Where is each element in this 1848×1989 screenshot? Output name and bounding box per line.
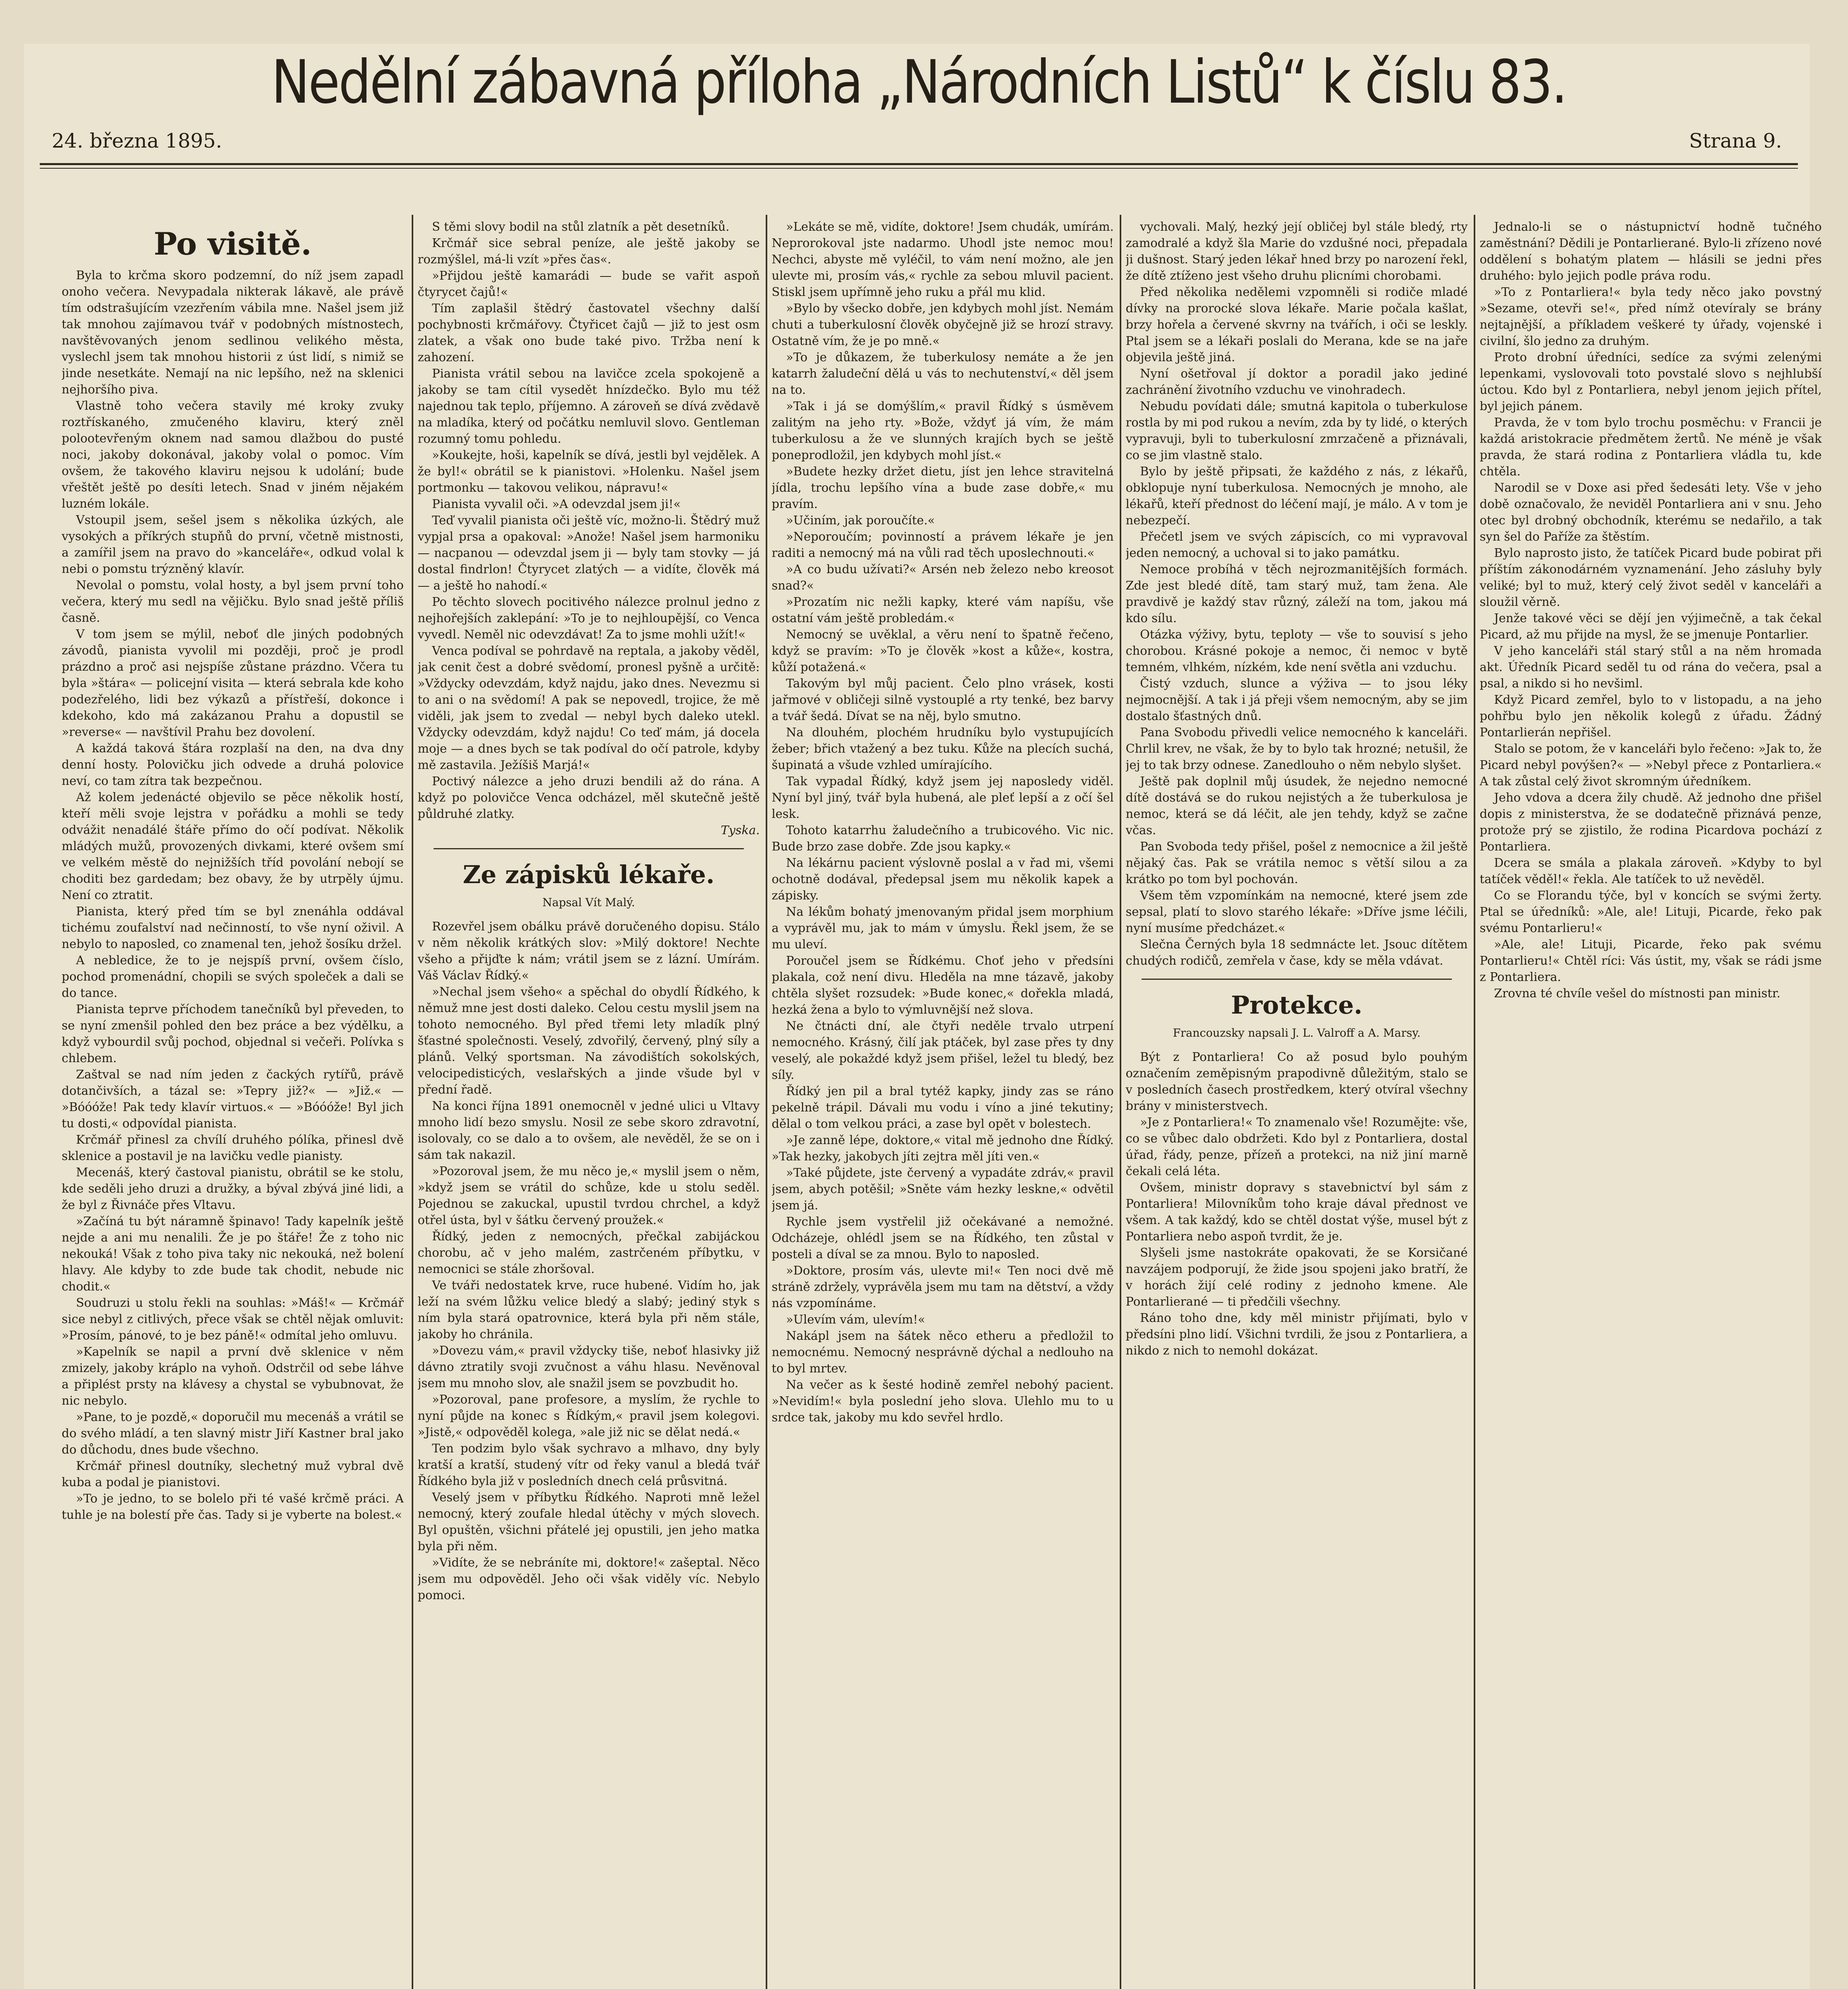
article-paragraph: Veselý jsem v příbytku Řídkého. Naproti mně ležel nemocný, který zoufale hledal útěchy v mých slovech. Byl opuštěn, všichni přátelé jej opustili, jen jeho matka byla při něm. — [418, 1491, 760, 1553]
column-divider — [766, 215, 767, 1989]
article-paragraph: V tom jsem se mýlil, neboť dle jiných podobných závodů, pianista vyvolil mi později, proč je prodl prázdno a proč asi nejspíše zůstane prázdno. Včera tu byla »štára« — policejní visita — která sebrala kde koho podezřelého, lidi bez výkazů a přístřeší, dokonce i kdekoho, kdo má zakázanou Prahu a dopustil se »reverse« — navštívil Prahu bez dovolení. — [62, 627, 404, 739]
story-title-protekce: Protekce. — [1231, 991, 1363, 1020]
column-divider — [1120, 215, 1121, 1989]
article-paragraph: Slečna Černých byla 18 sedmnácte let. Jsouc dítětem chudých rodičů, zemřela v čase, kdy se měla vdávat. — [1126, 938, 1468, 968]
article-paragraph: Stalo se potom, že v kanceláři bylo řečeno: »Jak to, že Picard nebyl povýšen?« — »Nebyl přece z Pontarliera.« A tak zůstal celý život skromným úředníkem. — [1480, 742, 1822, 788]
page-number: Strana 9. — [1689, 129, 1782, 152]
masthead — [40, 44, 1798, 163]
article-paragraph: Rozevřel jsem obálku právě doručeného dopisu. Stálo v něm několik krátkých slov: »Milý doktore! Nechte všeho a přijďte k nám; vrátil jsem se z lázní. Umírám. Váš Václav Řídký.« — [418, 920, 760, 983]
article-paragraph: »Vidíte, že se nebráníte mi, doktore!« zašeptal. Něco jsem mu odpověděl. Jeho oči však viděly víc. Nebylo pomoci. — [418, 1556, 760, 1602]
article-paragraph: Pianista, který před tím se byl znenáhla oddával tichému zoufalství nad nečinností, to vše nyní oživil. A nebylo to naposled, co znamenal ten, jehož šosíku držel. — [62, 905, 404, 951]
article-paragraph: Nemoce probíhá v těch nejrozmanitějších formách. Zde jest bledé dítě, tam starý muž, tam žena. Ale pravdivě je každý stav různý, záleží na tom, jakou má kdo sílu. — [1126, 562, 1468, 625]
story-po-visite-continuation — [418, 219, 760, 822]
article-paragraph: »Přijdou ještě kamarádi — bude se vařit aspoň čtyrycet čajů!« — [418, 269, 760, 299]
article-paragraph: Tak vypadal Řídký, když jsem jej naposledy viděl. Nyní byl jiný, tvář byla hubená, ale pleť lepší a z očí šel lesk. — [772, 775, 1114, 821]
article-paragraph: Dcera se smála a plakala zároveň. »Kdyby to byl tatíček věděl!« řekla. Ale tatíček to už nevěděl. — [1480, 856, 1822, 886]
article-paragraph: Rychle jsem vystřelil již očekávané a nemožné. Odcházeje, ohlédl jsem se na Řídkého, ten zůstal v posteli a díval se za mnou. Bylo to naposled. — [772, 1215, 1114, 1261]
article-paragraph: Krčmář přinesl za chvílí druhého pólíka, přinesl dvě sklenice a postavil je na lavičku vedle pianisty. — [62, 1133, 404, 1163]
article-paragraph: V jeho kanceláři stál starý stůl a na něm hromada akt. Úředník Picard seděl tu od rána do večera, psal a psal, a nikdo si ho nevšiml. — [1480, 644, 1822, 691]
article-paragraph: Po těchto slovech pocitivého nálezce prolnul jedno z nejhořejších zaklepání: »To je to nejhloupější, co Venca vyvedl. Neměl nic odevzdávat! Za to jsme mohli užít!« — [418, 595, 760, 642]
article-paragraph: Bylo by ještě připsati, že každého z nás, z lékařů, obklopuje nyní tuberkulosa. Nemocných je mnoho, ale lékařů, kteří přednost do léčení mají, je málo. A v tom je nebezpečí. — [1126, 465, 1468, 527]
article-paragraph: A nebledice, že to je nejspíš první, ovšem číslo, pochod promenádní, chopili se svých společek a dali se do tance. — [62, 954, 404, 1000]
article-paragraph: »Je zanně lépe, doktore,« vital mě jednoho dne Řídký. »Tak hezky, jakobych jíti zejtra měl jíti ven.« — [772, 1133, 1114, 1164]
article-paragraph: Na lékům bohatý jmenovaným přidal jsem morphium a vyprávěl mu, jak to mám v úmyslu. Řekl jsem, že se mu uleví. — [772, 905, 1114, 952]
masthead-rule-top — [40, 163, 1798, 165]
article-paragraph: Čistý vzduch, slunce a výživa — to jsou léky nejmocnější. A tak i já přeji všem nemocným, aby se jim dostalo šťastných dnů. — [1126, 677, 1468, 723]
story-byline: Napsal Vít Malý. — [542, 896, 635, 909]
article-paragraph: »Lekáte se mě, vidíte, doktore! Jsem chudák, umírám. Neprorokoval jste nadarmo. Uhodl jste nemoc mou! Nechci, abyste mě vyléčil, to vám není možno, ale jen ulevte mi, prosím vás,« rychle za sebou mluvil pacient. Stiskl jsem upřímně jeho ruku a přál mu klid. — [772, 220, 1114, 299]
article-paragraph: »Dovezu vám,« pravil vždycky tiše, neboť hlasivky již dávno ztratily svoji zvučnost a váhu hlasu. Nevěnoval jsem mu mnoho slov, ale snažil jsem se povzbudit ho. — [418, 1344, 760, 1390]
article-paragraph: Co se Florandu týče, byl v koncích se svými žerty. Ptal se úředníků: »Ale, ale! Lituji, Picarde, řeko pak svému Pontarlieru!« — [1480, 889, 1822, 935]
article-paragraph: »Kapelník se napil a první dvě sklenice v něm zmizely, jakoby kráplo na vyhoň. Odstrčil od sebe láhve a připlést prsty na klávesy a chystal se vybubnovat, že nic nebylo. — [62, 1345, 404, 1408]
column-3 — [772, 219, 1114, 1989]
article-paragraph: Pana Svobodu přivedli velice nemocného k kanceláři. Chrlil krev, ne však, že by to bylo tak hrozné; netušil, že jej to tak brzy odnese. Zanedlouho o něm nebylo slyšet. — [1126, 726, 1468, 772]
article-paragraph: Bylo naprosto jisto, že tatíček Picard bude pobirat při příštím zákonodárném vyznamenání. Jeho zásluhy byly veliké; byl to muž, který celý život seděl v kanceláři a sloužil věrně. — [1480, 546, 1822, 609]
article-paragraph: »Nechal jsem všeho« a spěchal do obydlí Řídkého, k němuž mne jest dosti daleko. Celou cestu myslil jsem na tohoto nemocného. Byl před třemi lety mladík plný šťastné společnosti. Veselý, zdvořilý, červený, plný síly a plánů. Velký sportsman. Na závodištích sokolských, velocipedisticých, veslařských a jinde všude byl v přední řadě. — [418, 985, 760, 1097]
article-paragraph: Na dlouhém, plochém hrudníku bylo vystupujících žeber; břich vtažený a bez tuku. Kůže na plecích suchá, šupinatá a všude vzhled umírajícího. — [772, 726, 1114, 772]
article-paragraph: Krčmář přinesl doutníky, slechetný muž vybral dvě kuba a podal je pianistovi. — [62, 1459, 404, 1489]
masthead-title: Nedělní zábavná příloha „Národních Listů“ k číslu 83. — [271, 48, 1566, 117]
article-paragraph: Když Picard zemřel, bylo to v listopadu, a na jeho pohřbu bylo jen několik kolegů z úřadu. Žádný Pontarlierán nepřišel. — [1480, 693, 1822, 740]
masthead-rule-bottom — [40, 168, 1798, 169]
column-4 — [1126, 219, 1468, 1989]
article-paragraph: »Koukejte, hoši, kapelník se dívá, jestli byl vejdělek. A že byl!« obrátil se k pianistovi. »Holenku. Našel jsem portmonku — takovou velikou, nápravu!« — [418, 448, 760, 495]
story-separator — [1142, 979, 1452, 980]
article-paragraph: »Budete hezky držet dietu, jíst jen lehce stravitelná jídla, trochu lepšího vína a bude zase dobře,« mu pravím. — [772, 465, 1114, 511]
article-paragraph: Jeho vdova a dcera žily chudě. Až jednoho dne přišel dopis z ministerstva, že se dodatečně přiznává penze, protože prý se zjistilo, že rodina Picardova pochází z Pontarliera. — [1480, 791, 1822, 854]
story-ze-zapisku-lekare-body — [418, 919, 760, 1604]
article-paragraph: Venca podíval se pohrdavě na reptala, a jakoby věděl, jak cenit čest a dobré svědomí, pronesl pyšně a určitě: »Vždycky odevzdám, když najdu, jako dnes. Nevezmu si to ani o na svědomí! A pak se nepovedl, trojice, že mě viděli, jak jsem to zvedal — nebyl bych daleko utekl. Vždycky odevzdám, když najdu! Co teď mám, já docela moje — a dnes bych se tak podíval do očí patrole, kdyby mě zastavila. Ježíšiš Marjá!« — [418, 644, 760, 772]
article-paragraph: Pianista teprve příchodem tanečníků byl převeden, to se nyní zmenšil pohled den bez práce a bez výdělku, a když vybourdil svůj pochod, objednal si večeři. Polívka s chlebem. — [62, 1002, 404, 1065]
article-paragraph: Ve tváři nedostatek krve, ruce hubené. Vidím ho, jak leží na svém lůžku velice bledý a slabý; jediný styk s ním byla stará opatrovnice, která byla při něm stále, jakoby ho chránila. — [418, 1279, 760, 1341]
article-paragraph: Ovšem, ministr dopravy s stavebnictví byl sám z Pontarliera! Milovníkům toho kraje dával přednost ve všem. A tak každý, kdo se chtěl dostat výše, musel být z Pontarliera nebo aspoň tvrdit, že je. — [1126, 1181, 1468, 1244]
article-paragraph: »Neporoučím; povinností a právem lékaře je jen raditi a nemocný má na vůli rad těch uposlechnouti.« — [772, 530, 1114, 560]
article-paragraph: Nyní ošetřoval jí doktor a poradil jako jediné zachránění životního vzduchu ve vinohradech. — [1126, 367, 1468, 397]
article-paragraph: Vstoupil jsem, sešel jsem s několika úzkých, ale vysokých a příkrých stupňů do první, včetně mistnosti, a zamířil jsem na pravo do »kanceláře«, odkud volal k nebi o pomstu trýzněný klavír. — [62, 513, 404, 576]
article-paragraph: »Také půjdete, jste červený a vypadáte zdráv,« pravil jsem, abych potěšil; »Sněte vám hezky leskne,« odvětil jsem já. — [772, 1166, 1114, 1212]
article-paragraph: »To je důkazem, že tuberkulosy nemáte a že jen katarrh žaludeční dělá u vás to nechutenství,« děl jsem na to. — [772, 350, 1114, 397]
column-5 — [1480, 219, 1822, 1989]
article-paragraph: Ráno toho dne, kdy měl ministr přijímati, bylo v předsíni plno lidí. Všichni tvrdili, že jsou z Pontarliera, a nikdo z nich to nemohl dokázat. — [1126, 1311, 1468, 1358]
article-paragraph: Proto drobní úředníci, sedíce za svými zelenými lepenkami, vyslovovali toto povstalé slovo s nejhlubší úctou. Kdo byl z Pontarliera, nebyl jenom jejich přítel, byl jejich pánem. — [1480, 350, 1822, 413]
column-1 — [62, 219, 404, 1989]
article-paragraph: Nevolal o pomstu, volal hosty, a byl jsem první toho večera, který mu sedl na vějičku. Bylo snad ještě příliš časně. — [62, 578, 404, 625]
article-paragraph: Řídký, jeden z nemocných, přečkal zabijáckou chorobu, ač v jeho malém, zastrčeném příbytku, v nemocnici se stále zhoršoval. — [418, 1230, 760, 1276]
article-paragraph: »Ale, ale! Lituji, Picarde, řeko pak svému Pontarlieru!« Chtěl ríci: Vás ústit, my, však se rádi jsme z Pontarliera. — [1480, 938, 1822, 984]
story-protekce-continuation — [1480, 643, 1822, 1002]
article-paragraph: S těmi slovy bodil na stůl zlatník a pět desetníků. — [432, 220, 729, 234]
issue-date: 24. března 1895. — [52, 129, 222, 152]
story-byline: Francouzsky napsali J. L. Valroff a A. Marsy. — [1173, 1026, 1421, 1039]
article-paragraph: »Je z Pontarliera!« To znamenalo vše! Rozumějte: vše, co se vůbec dalo obdržeti. Kdo byl z Pontarliera, dostal úřad, řády, penze, přízeň a protekci, na niž jiní marně čekali celá léta. — [1126, 1115, 1468, 1178]
article-paragraph: Ten podzim bylo však sychravo a mlhavo, dny byly kratší a kratší, studený vítr od řeky vanul a bledá tvář Řídkého byla již v posledních dnech celá průsvitná. — [418, 1442, 760, 1488]
article-paragraph: Narodil se v Doxe asi před šedesáti lety. Vše v jeho době označovalo, že neviděl Pontarliera ani v snu. Jeho otec byl drobný obchodník, kterému se nedařilo, a tak syn šel do Paříže za štěstím. — [1480, 481, 1822, 544]
story-ze-zapisku-lekare-continuation — [1126, 219, 1468, 969]
article-paragraph: Před několika nedělemi vzpomněli si rodiče mladé dívky na prorocké slova lékaře. Marie počala kašlat, brzy hořela a červené skvrny na tvářích, i oči se leskly. Ptal jsem se a lékaři poslali do Merana, kde se na jaře objevila ještě jiná. — [1126, 285, 1468, 364]
article-paragraph: Ne čtnácti dní, ale čtyři neděle trvalo utrpení nemocného. Krásný, čilí jak ptáček, byl zase přes ty dny veselý, ale pokaždé když jsem přišel, ležel tu bledý, bez síly. — [772, 1019, 1114, 1082]
article-paragraph: Byla to krčma skoro podzemní, do níž jsem zapadl onoho večera. Nevypadala nikterak lákavě, ale právě tím odstrašujícím vzezřením vábila mne. Našel jsem již tak mnohou zajímavou tvář v podobných místnostech, navštěvovaných jenom sedlinou velikého města, vyslechl jsem tak mnohou historii z úst lidí, s nimiž se jinde nesetkáte. Nemají na nic lepšího, než na sklenici nejhoršího piva. — [62, 269, 404, 397]
article-paragraph: Zrovna té chvíle vešel do místnosti pan ministr. — [1494, 987, 1781, 1000]
article-paragraph: Otázka výživy, bytu, teploty — vše to souvisí s jeho chorobou. Krásné pokoje a nemoc, či nemoc v bytě temném, vlhkém, nízkém, kde není světla ani vzduchu. — [1126, 628, 1468, 674]
story-title-po-visite: Po visitě. — [154, 226, 312, 262]
article-paragraph: Na konci října 1891 onemocněl v jedné ulici u Vltavy mnoho lidí bezo smyslu. Nosil ze sebe skoro zdravotní, isolovaly, co se dalo a to ovšem, ale nevěděl, že se on i sám tak nakazil. — [418, 1099, 760, 1162]
article-paragraph: Na večer as k šesté hodině zemřel nebohý pacient. »Nevidím!« byla poslední jeho slova. Ulehlo mu to u srdce tak, jakoby mu kdo sevřel hrdlo. — [772, 1378, 1114, 1425]
article-paragraph: A každá taková štára rozplaší na den, na dva dny denní hosty. Polovičku jich odvede a druhá polovice neví, co tam zítra tak bezpečnou. — [62, 741, 404, 788]
newspaper-page — [24, 44, 1822, 1989]
story-signature: Tyska. — [721, 823, 760, 837]
story-separator — [434, 848, 744, 849]
article-paragraph: Zaštval se nad ním jeden z čackých rytířů, právě dotančivších, a tázal se: »Tepry již?« — »Již.« — »Bóóóže! Pak tedy klavír virtuos.« — »Bóóóže! Byl jich tu dosti,« odpovídal pianista. — [62, 1068, 404, 1131]
article-paragraph: Teď vyvalil pianista oči ještě víc, možno-li. Štědrý muž vypjal prsa a opakoval: »Anože! Našel jsem harmoniku — nacpanou — odevzdal jsem ji — byly tam stovky — já dostal findrlon! Čtyrycet zlatých — a vidíte, člověk má — a ještě ho nahodí.« — [418, 514, 760, 593]
article-paragraph: Krčmář sice sebral peníze, ale ještě jakoby se rozmýšlel, má-li vzít »přes čas«. — [418, 236, 760, 267]
story-ze-zapisku-lekare-continuation — [772, 219, 1114, 1426]
column-divider — [412, 215, 413, 1989]
article-paragraph: Tohoto katarrhu žaludečního a trubicového. Vic nic. Bude brzo zase dobře. Zde jsou kapky.« — [772, 823, 1114, 854]
article-paragraph: vychovali. Malý, hezký její obličej byl stále bledý, rty zamodralé a když šla Marie do vzdušné noci, přepadala ji dušnost. Starý jeden lékař hned brzy po narození řekl, že dítě ztíženo jest všeho druhu plicními chorobami. — [1126, 220, 1468, 283]
article-paragraph: »To je jedno, to se bolelo při té vašé krčmě práci. A tuhle je na bolestí pře čas. Tady si je vyberte na bolest.« — [62, 1492, 404, 1522]
article-paragraph: »Doktore, prosím vás, ulevte mi!« Ten noci dvě mě stráně zdržely, vyprávěla jsem mu tam na dětství, a vždy nás vzpomínáme. — [772, 1264, 1114, 1310]
article-paragraph: Přečetl jsem ve svých zápiscích, co mi vypravoval jeden nemocný, a uchoval si to jako památku. — [1126, 530, 1468, 560]
article-paragraph: Být z Pontarliera! Co až posud bylo pouhým označením zeměpisným prapodivně důležitým, stalo se v posledních časech prostředkem, který otvíral všechny brány v ministerstvech. — [1126, 1050, 1468, 1113]
article-paragraph: Pan Svoboda tedy přišel, pošel z nemocnice a žil ještě nějaký čas. Pak se vrátila nemoc s větší silou a za krátko po tom byl pochován. — [1126, 840, 1468, 886]
article-paragraph: Slyšeli jsme nastokráte opakovati, že se Korsičané navzájem podporují, že žide jsou spojeni jako bratří, že v horách žijí celé rodiny z jednoho kmene. Ale Pontarlierané — ti předčili všechny. — [1126, 1246, 1468, 1309]
article-paragraph: Všem těm vzpomínkám na nemocné, které jsem zde sepsal, platí to slovo starého lékaře: »Dříve jsme léčili, nyní musíme předcházet.« — [1126, 889, 1468, 935]
article-paragraph: »Ulevím vám, ulevím!« — [786, 1313, 925, 1327]
article-paragraph: Až kolem jedenácté objevilo se pěce několik hostí, kteří měli svoje lejstra v pořádku a mohli se tedy odvážit nenadálé štáře přímo do očí podívat. Několik mládých mužů, provozených divkami, které ovšem smí ve velkém městě do nejnižších tříd povolání nebojí se choditi bez gardedam; bez obavy, že by utrpěly újmu. Není co ztratit. — [62, 790, 404, 902]
article-paragraph: Nemocný se uvěklal, a věru není to špatně řečeno, když se pravím: »To je člověk »kost a kůže«, kostra, kůží potažená.« — [772, 628, 1114, 674]
story-title-ze-zapisku-lekare: Ze zápisků lékaře. — [463, 860, 715, 889]
article-paragraph: Jednalo-li se o nástupnictví hodně tučného zaměstnání? Dědili je Pontarlierané. Bylo-li zřízeno nové oddělení s bohatým platem — hlásili se jedni přes druhého: bylo jejich podle práva rodu. — [1480, 220, 1822, 283]
article-paragraph: Ještě pak doplnil můj úsudek, že nejedno nemocné dítě dostává se do rukou nejistých a že tuberkulosa je nemoc, která se dá léčit, ale jen tehdy, když se začne včas. — [1126, 775, 1468, 837]
article-paragraph: Pravda, že v tom bylo trochu posměchu: v Francii je každá aristokracie předmětem žertů. Ne méně je však pravda, že stará rodina z Pontarliera vládla tu, kde chtěla. — [1480, 416, 1822, 479]
article-paragraph: »A co budu užívati?« Arsén neb železo nebo kreosot snad?« — [772, 562, 1114, 593]
article-paragraph: Jenže takové věci se dějí jen výjimečně, a tak čekal Picard, až mu přijde na mysl, že se jmenuje Pontarlier. — [1480, 611, 1822, 642]
article-paragraph: Na lékárnu pacient výslovně poslal a v řad mi, všemi ochotně dodával, předepsal jsem mu několik kapek a zápisky. — [772, 856, 1114, 903]
article-paragraph: Poroučel jsem se Řídkému. Choť jeho v předsíni plakala, což není divu. Hleděla na mne tázavě, jakoby chtěla slyšet rozsudek: »Bude konec,« dořekla mladá, hezká žena a bylo to výmluvnější než slova. — [772, 954, 1114, 1017]
story-po-visite-body — [62, 267, 404, 1523]
article-paragraph: Soudruzi u stolu řekli na souhlas: »Máš!« — Krčmář sice nebyl z citlivých, přece však se chtěl nějak omluvit: »Prosím, pánové, to je bez páně!« odmítal jeho omluvu. — [62, 1296, 404, 1343]
article-paragraph: »Pozoroval jsem, že mu něco je,« myslil jsem o něm, »když jsem se vrátil do schůze, kde u stolu seděl. Pojednou se zakuckal, upustil tvrdou chrchel, a když otřel ústa, byl v šátku červený proužek.« — [418, 1164, 760, 1227]
article-paragraph: »Pane, to je pozdě,« doporučil mu mecenáš a vrátil se do svého mládí, a ten slavný mistr Jiří Kastner bral jako do důchodu, dnes bude všechno. — [62, 1410, 404, 1457]
article-paragraph: »Prozatím nic nežli kapky, které vám napíšu, vše ostatní vám ještě probledám.« — [772, 595, 1114, 625]
column-2 — [418, 219, 760, 1989]
column-divider — [1474, 215, 1475, 1989]
article-paragraph: Mecenáš, který častoval pianistu, obrátil se ke stolu, kde seděli jeho druzi a družky, a býval zbývá jiné lidi, a že byl z Řivnáče přes Vltavu. — [62, 1166, 404, 1212]
article-paragraph: »Tak i já se domýšlím,« pravil Řídký s úsměvem zalitým na jeho rty. »Bože, vždyť já vím, že mám tuberkulosu a že ve slunných krajích bych se ještě poneprodložil, jen kdybych mohl jíst.« — [772, 399, 1114, 462]
article-paragraph: Takovým byl můj pacient. Čelo plno vrásek, kosti jařmové v obličeji silně vystouplé a rty tenké, bez barvy a tvář šedá. Dívat se na něj, bylo smutno. — [772, 677, 1114, 723]
article-paragraph: »Bylo by všecko dobře, jen kdybych mohl jíst. Nemám chuti a tuberkulosní člověk obyčejně již se hrozí stravy. Ostatně vím, že je po mně.« — [772, 302, 1114, 348]
article-paragraph: »Začíná tu být náramně špinavo! Tady kapelník ještě nejde a ani mu nenalili. Že je po štáře! Že z toho nic nekouká! Však z toho piva taky nic nekouká, než bolení hlavy. Ale kdyby to zde bude tak chodit, nebude nic chodit.« — [62, 1214, 404, 1294]
article-paragraph: Řídký jen pil a bral tytéž kapky, jindy zas se ráno pekelně trápil. Dávali mu vodu i víno a jiné tekutiny; dělal o tom velkou práci, a zase byl opět v bolestech. — [772, 1084, 1114, 1131]
article-paragraph: Nebudu povídati dále; smutná kapitola o tuberkulose rostla by mi pod rukou a nevím, zda by ty lidé, o kterých vypravuji, byli to tuberkulosní zmrzačeně a přiznávali, co se jim vlastně stalo. — [1126, 399, 1468, 462]
article-paragraph: Vlastně toho večera stavily mé kroky zvuky roztřískaného, zmučeného klaviru, který zněl polootevřeným oknem nad samou dlažbou do pusté noci, jakoby dokonával, jakoby volal o pomoc. Vím ovšem, že takového klaviru nejsou k udolání; bude vřeštět ještě po desíti letech. Snad v jiném nějakém luzném lokále. — [62, 399, 404, 511]
article-paragraph: »Pozoroval, pane profesore, a myslím, že rychle to nyní půjde na konec s Řídkým,« pravil jsem kolegovi. »Jistě,« odpověděl kolega, »ale již nic se dělat nedá.« — [418, 1393, 760, 1439]
story-protekce-continuation — [1480, 219, 1822, 643]
article-paragraph: Tím zaplašil štědrý častovatel všechny další pochybnosti krčmářovy. Čtyřicet čajů — již to jest osm zlatek, a však ono bude také pivo. Tržba není k zahození. — [418, 302, 760, 364]
article-paragraph: Pianista vyvalil oči. »A odevzdal jsem ji!« — [432, 497, 681, 511]
article-paragraph: »To z Pontarliera!« byla tedy něco jako povstný »Sezame, otevři se!«, před nímž otevíraly se brány nejtajnější, a příkladem veškeré ty úřady, vojenské i civilní, šlo jedno za druhým. — [1480, 285, 1822, 348]
article-paragraph: Nakápl jsem na šátek něco etheru a předložil to nemocnému. Nemocný nesprávně dýchal a nedlouho na to byl mrtev. — [772, 1329, 1114, 1376]
article-paragraph: Poctivý nálezce a jeho druzi bendili až do rána. A když po polovičce Venca odcházel, měl skutečně ještě půldruhé zlatky. — [418, 775, 760, 821]
article-paragraph: Pianista vrátil sebou na lavičce zcela spokojeně a jakoby se tam cítil vysedět hnízdečko. Bylo mu též najednou tak teplo, příjemno. A zároveň se dívá zvědavě na mladíka, který od počátku nemluvil slovo. Gentleman rozumný tomu pohledu. — [418, 367, 760, 446]
story-protekce-body — [1126, 1049, 1468, 1359]
article-paragraph: »Učiním, jak poroučíte.« — [786, 514, 935, 527]
